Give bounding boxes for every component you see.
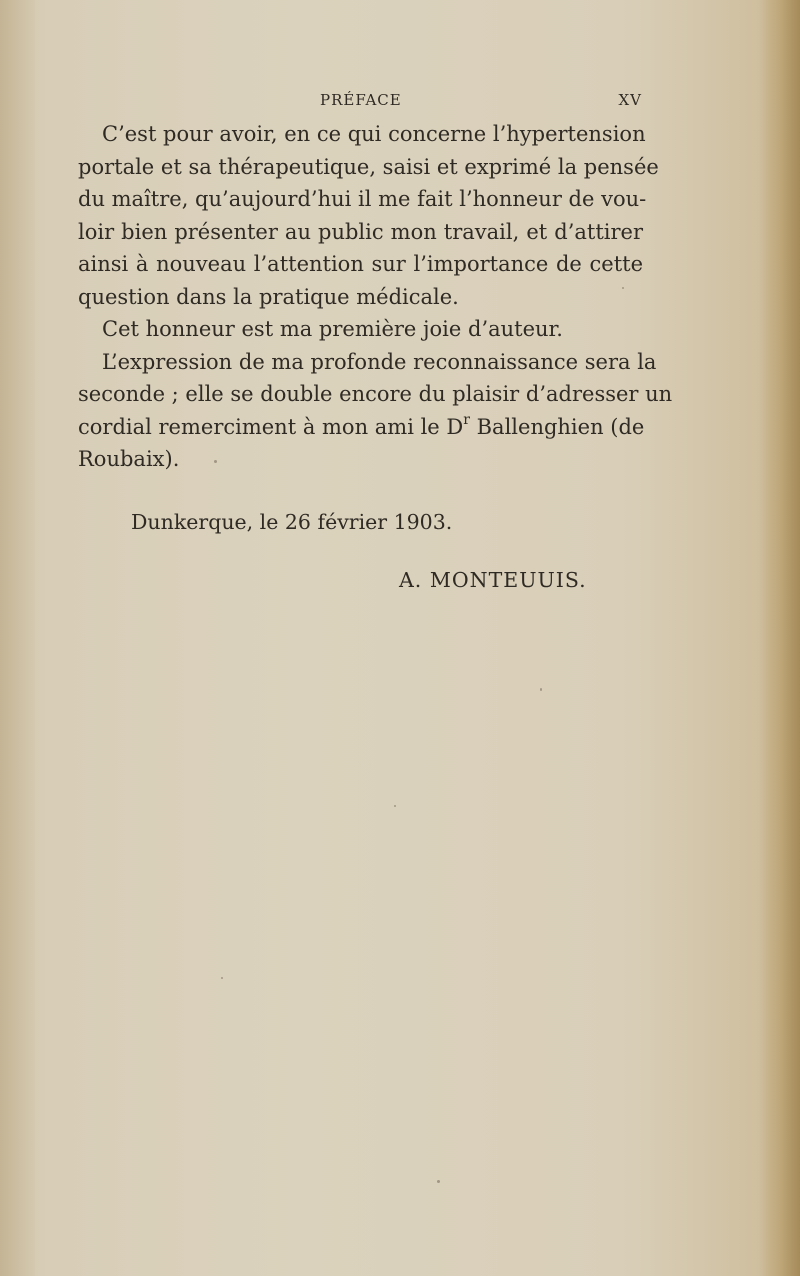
paper-speck [622,287,624,289]
paper-speck [540,688,542,691]
paragraph-2 [78,313,643,346]
page-edge-shadow [758,0,800,1276]
superscript: r [463,411,470,428]
header-title: PRÉFACE [320,91,402,109]
text-line: Cet honneur est ma première joie d’auteur. [102,317,563,341]
paper-speck [394,805,396,807]
text-line: Roubaix). [78,447,180,471]
paragraph-3 [78,346,673,476]
text-segment: Ballenghien (de [469,414,645,439]
paper-speck [437,1180,440,1183]
page-number: XV [618,91,642,109]
text-line: seconde ; elle se double encore du plaisir d’adresser un [78,382,673,406]
text-line: ainsi à nouveau l’attention sur l’importance de cette [78,252,643,276]
paper-speck [214,460,217,463]
text-line-with-superscript [78,411,643,444]
dateline: Dunkerque, le 26 février 1903. [131,510,453,534]
text-line: portale et sa thérapeutique, saisi et exprimé la pensée [78,154,659,179]
paper-speck [221,977,223,979]
text-line: C’est pour avoir, en ce qui concerne l’hypertension [102,122,646,146]
paragraph-1 [78,118,659,313]
text-line: L’expression de ma profonde reconnaissance sera la [102,349,657,374]
text-line: du maître, qu’aujourd’hui il me fait l’honneur de vou- [78,187,647,211]
text-segment: cordial remerciment à mon ami le D [78,414,464,439]
text-line: loir bien présenter au public mon travail, et d’attirer [78,219,643,244]
body-text [78,118,673,476]
signature: A. MONTEUUIS. [399,568,587,592]
running-header [80,91,642,111]
page-left-shadow [0,0,35,1276]
text-line: question dans la pratique médicale. [78,284,459,309]
